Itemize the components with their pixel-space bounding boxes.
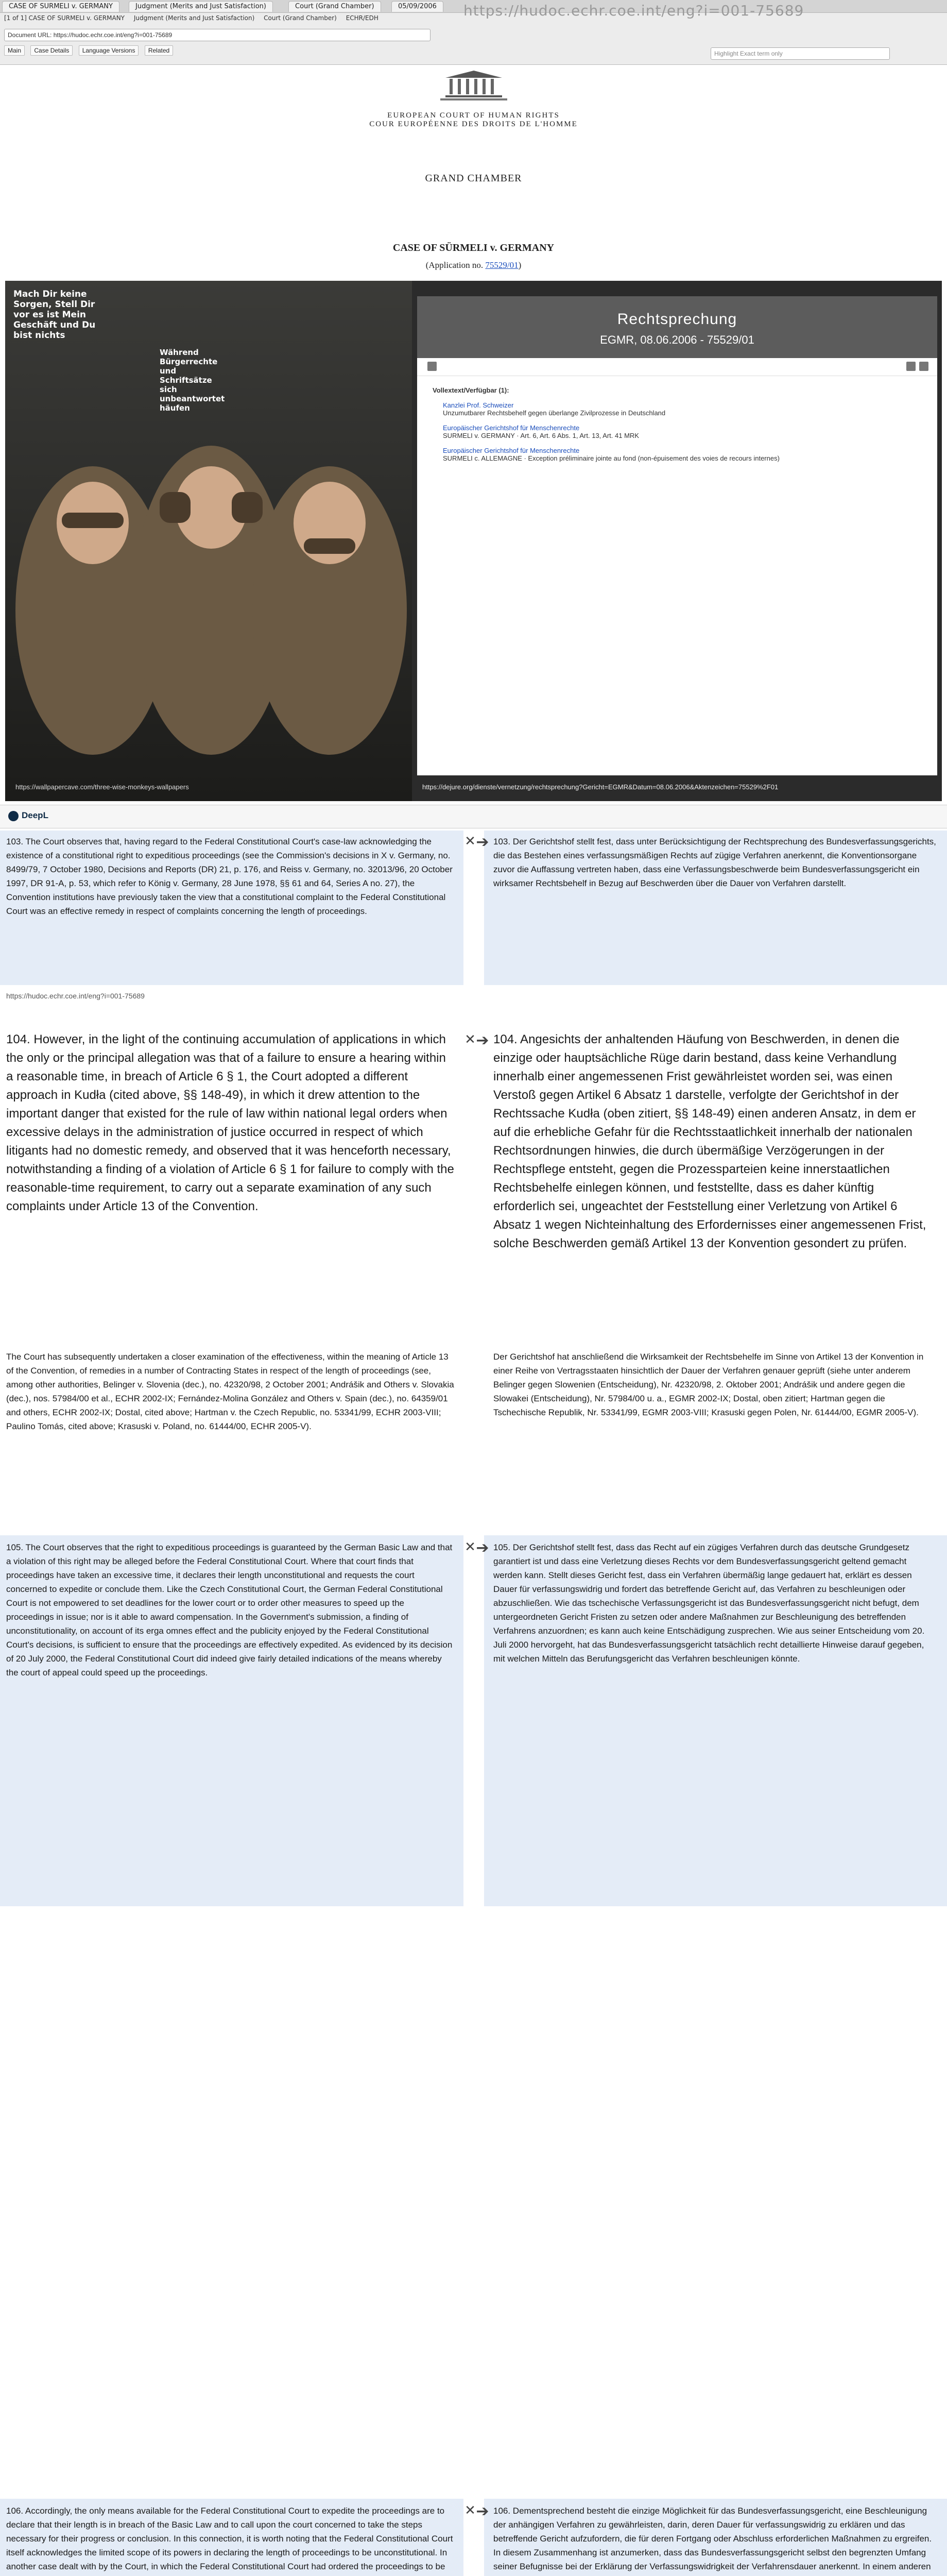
toolbar-language-button[interactable]: Language Versions: [79, 45, 139, 56]
browser-chrome: [0, 0, 947, 65]
image-caption-left: Mach Dir keine Sorgen, Stell Dir vor es ist Mein Geschäft und Du bist nichts: [13, 289, 96, 341]
court-header: [0, 70, 947, 129]
embedded-image-panel: [5, 281, 942, 801]
translate-arrow-icon[interactable]: ➔: [476, 1539, 489, 1557]
close-icon[interactable]: ✕: [464, 1539, 476, 1555]
translate-arrow-icon[interactable]: ➔: [476, 2502, 489, 2520]
fulltext-item-title[interactable]: Europäischer Gerichtshof für Menschenrechte: [443, 447, 580, 454]
source-paragraph-105: 105. The Court observes that the right to expeditious proceedings is guaranteed by the German Basic Law and that a violation of this right may be alleged before the Federal Constitutional Court. Where that court finds that proceedings have taken an excessive time, it declares their length unconstitutional and requests the court concerned to expedite or conclude them. Like the Czech Constitutional Court, the German Federal Constitutional Court is not empowered to set deadlines for the lower court or to order other measures to speed up the proceedings in issue; nor is it able to award compensation. In the Government's submission, a finding of unconstitutionality, on account of its erga omnes effect and the publicity enjoyed by the Federal Constitutional Court's decisions, is sufficient to ensure that the proceedings are effectively expedited. As evidenced by its decision of 20 July 2000, the Federal Constitutional Court did indeed give fairly detailed indications of the means whereby the court of appeal could speed up the proceedings.: [6, 1543, 453, 1677]
source-paragraph-104: 104. However, in the light of the continuing accumulation of applications in which the only or the principal allegation was that of a failure to ensure a hearing within a reasonable time, in breach of Article 6 § 1, the Court adopted a different approach in Kudła (cited above, §§ 148-49), in which it drew attention to the important danger that existed for the rule of law within national legal orders when excessive delays in the administration of justice occurred in respect of which litigants had no domestic remedy, and observed that it was henceforth necessary, notwithstanding a finding of a violation of Article 6 § 1 for failure to comply with the reasonable-time requirement, to carry out a separate examination of any such complaints under Article 13 of the Convention.: [6, 1032, 454, 1213]
target-paragraph-105: 105. Der Gerichtshof stellt fest, dass das Recht auf ein zügiges Verfahren durch das deutsche Grundgesetz garantiert ist und dass eine Verletzung dieses Rechts vor dem Bundesverfassungsgericht geltend gemacht werden kann. Stellt dieses Gericht fest, dass ein Verfahren übermäßig lange gedauert hat, erklärt es dessen Dauer für verfassungswidrig und fordert das betreffende Gericht auf, das Verfahren zu beschleunigen oder abzuschließen. Wie das tschechische Verfassungsgericht ist das Bundesverfassungsgericht nicht befugt, dem untergeordneten Gericht Fristen zu setzen oder andere Maßnahmen zur Beschleunigung des betreffenden Verfahrens anzuordnen; es kann auch keine Entschädigung zusprechen. Wie aus seiner Entscheidung vom 20. Juli 2000 hervorgeht, hat das Bundesverfassungsgericht tatsächlich recht detaillierte Hinweise darauf gegeben, mit welchen Mitteln das Berufungsgericht das Verfahren beschleunigen könnte.: [493, 1543, 925, 1664]
breadcrumb-item[interactable]: [1 of 1] CASE OF SURMELI v. GERMANY: [4, 14, 125, 22]
application-number: [0, 260, 947, 270]
application-suffix: ): [518, 260, 522, 270]
fulltext-item-title[interactable]: Kanzlei Prof. Schweizer: [443, 401, 514, 409]
bookmark-icon[interactable]: [919, 362, 928, 371]
target-paragraph-104: 104. Angesichts der anhaltenden Häufung von Beschwerden, in denen die einzige oder hauptsächliche Rüge darin bestand, dass keine Verhandlung innerhalb einer angemessenen Frist gewährleistet worden sei, was einen Verstoß gegen Artikel 6 Absatz 1 darstelle, verfolgte der Gerichtshof in der Rechtssache Kudła (oben zitiert, §§ 148-49) einen anderen Ansatz, in dem er auf die erhebliche Gefahr für die Rechtsstaatlichkeit innerhalb der nationalen Rechtsordnungen hinwies, die durch übermäßige Verzögerungen in der Rechtspflege entsteht, gegen die Prozessparteien keine innerstaatlichen Rechtsbehelfe einlegen können, und feststellte, dass es daher künftig erforderlich sei, ungeachtet der Feststellung einer Verletzung von Artikel 6 Absatz 1 wegen Nichteinhaltung des Erfordernisses einer angemessenen Frist, solche Beschwerden gemäß Artikel 13 der Konvention gesondert zu prüfen.: [493, 1032, 926, 1250]
breadcrumb-item[interactable]: ECHR/EDH: [346, 14, 378, 22]
source-paragraph-106: 106. Accordingly, the only means available for the Federal Constitutional Court to expedite the proceedings are to declare that their length is in breach of the Basic Law and to call upon the court concerned to take the steps necessary for their progress or conclusion. In this connection, it is worth noting that the Federal Constitutional Court itself acknowledges the limited scope of its powers in declaring the length of proceedings to be unconstitutional. In another case dealt with by the Court, in which the Federal Constitutional Court had ordered the proceedings to be: [6, 2506, 453, 2571]
court-name-en: EUROPEAN COURT OF HUMAN RIGHTS: [387, 111, 560, 120]
rechtsprechung-toolbar: [417, 358, 937, 376]
three-monkeys-image: [5, 281, 412, 801]
fulltext-item[interactable]: [443, 424, 922, 439]
share-icon[interactable]: [427, 362, 437, 371]
rechtsprechung-link[interactable]: https://dejure.org/dienste/vernetzung/rechtsprechung?Gericht=EGMR&Datum=08.06.2006&Aktenzeichen=75529%2F01: [422, 783, 779, 791]
hudoc-link[interactable]: https://hudoc.echr.coe.int/eng?i=001-75689: [6, 992, 145, 1000]
fulltext-label: Vollextext/Verfügbar (1):: [433, 386, 509, 394]
application-link[interactable]: 75529/01: [485, 260, 519, 270]
deepl-bar: [0, 805, 947, 828]
rechtsprechung-header: [417, 296, 937, 358]
rechtsprechung-ref: EGMR, 08.06.2006 - 75529/01: [600, 333, 754, 346]
tab-judgment[interactable]: Judgment (Merits and Just Satisfaction): [129, 1, 273, 12]
print-icon[interactable]: [906, 362, 916, 371]
deepl-icon: [8, 811, 19, 821]
tab-court[interactable]: Court (Grand Chamber): [288, 1, 381, 12]
toolbar-related-button[interactable]: Related: [145, 45, 173, 56]
target-paragraph-103: 103. Der Gerichtshof stellt fest, dass unter Berücksichtigung der Rechtsprechung des Bundesverfassungsgerichts, die das Bestehen eines verfassungsmäßigen Rechts auf zügige Verfahren anerkennt, die Konventionsorgane zuvor die Auffassung vertreten haben, dass eine Verfassungsbeschwerde beim Bundesverfassungsgericht ein wirksamer Rechtsbehelf in Bezug auf Beschwerden über die Dauer von Verfahren darstellt.: [493, 837, 936, 888]
court-logo-icon: [425, 70, 523, 106]
chamber-title: GRAND CHAMBER: [425, 173, 522, 184]
close-icon[interactable]: ✕: [464, 834, 476, 849]
rechtsprechung-title: Rechtsprechung: [617, 311, 737, 328]
toolbar-case-details-button[interactable]: Case Details: [30, 45, 73, 56]
image-caption-right: Während Bürgerrechte und Schriftsätze sich unbeantwortet häufen: [160, 348, 225, 413]
rechtsprechung-card: [417, 296, 937, 775]
fulltext-item[interactable]: [443, 447, 922, 462]
breadcrumb-item[interactable]: Court (Grand Chamber): [264, 14, 337, 22]
fulltext-item-text: SURMELI v. GERMANY · Art. 6, Art. 6 Abs. 1, Art. 13, Art. 41 MRK: [443, 432, 639, 439]
tab-case[interactable]: CASE OF SURMELI v. GERMANY: [2, 1, 119, 12]
close-icon[interactable]: ✕: [464, 1032, 476, 1047]
target-paragraph-106: 106. Dementsprechend besteht die einzige Möglichkeit für das Bundesverfassungsgericht, eine Beschleunigung der anhängigen Verfahren zu gewährleisten, darin, deren Dauer für verfassungswidrig zu erklären und das betreffende Gericht aufzufordern, die für deren Fortgang oder Abschluss erforderlichen Maßnahmen zu ergreifen. In diesem Zusammenhang ist anzumerken, dass das Bundesverfassungsgericht selbst den begrenzten Umfang seiner Befugnisse bei der Erklärung der Verfassungswidrigkeit der Verfahrensdauer anerkennt. In einem anderen: [493, 2506, 932, 2571]
document-url-field[interactable]: Document URL: https://hudoc.echr.coe.int/eng?i=001-75689: [4, 29, 431, 41]
url-ghost-text: https://hudoc.echr.coe.int/eng?i=001-75689: [463, 2, 804, 19]
target-paragraph-authorities: Der Gerichtshof hat anschließend die Wirksamkeit der Rechtsbehelfe im Sinne von Artikel 13 der Konvention in einer Reihe von Vertragsstaaten hinsichtlich der Dauer der Verfahren genauer geprüft (siehe unter anderem Belinger gegen Slowenien (Entscheidung), Nr. 42320/98, 2. Oktober 2001; Andrášik und andere gegen die Slowakei (Entscheidung), Nr. 57984/00 u. a., EGMR 2002-IX; Dostal, oben zitiert; Hartman gegen die Tschechische Republik, Nr. 53341/99, EGMR 2003-VIII; Krasuski gegen Polen, Nr. 61444/00, EGMR 2005-V).: [493, 1352, 924, 1417]
translate-arrow-icon[interactable]: ➔: [476, 833, 489, 851]
highlight-search-input[interactable]: Highlight Exact term only: [711, 47, 890, 60]
source-paragraph-103: 103. The Court observes that, having regard to the Federal Constitutional Court's case-law acknowledging the existence of a constitutional right to expeditious proceedings (see the Commission's decisions in X v. Germany, no. 8499/79, 7 October 1980, Decisions and Reports (DR) 21, p. 176, and Reiss v. Germany, no. 32013/96, 20 October 1997, DR 91-A, p. 53, which refer to König v. Germany, 28 June 1978, §§ 61 and 64, Series A no. 27), the Convention institutions have previously taken the view that a constitutional complaint to the Federal Constitutional Court was an effective remedy in respect of complaints concerning the length of proceedings.: [6, 837, 453, 916]
application-prefix: (Application no.: [425, 260, 486, 270]
court-name-fr: COUR EUROPÉENNE DES DROITS DE L'HOMME: [369, 120, 578, 128]
close-icon[interactable]: ✕: [464, 2503, 476, 2518]
deepl-logo[interactable]: [8, 810, 48, 821]
source-paragraph-authorities: The Court has subsequently undertaken a closer examination of the effectiveness, within the meaning of Article 13 of the Convention, of remedies in a number of Contracting States in respect of the length of proceedings (see, among other authorities, Belinger v. Slovenia (dec.), no. 42320/98, 2 October 2001; Andrášik and Others v. Slovakia (dec.), nos. 57984/00 et al., ECHR 2002-IX; Fernández-Molina González and Others v. Spain (dec.), no. 64359/01 and others, ECHR 2002-IX; Dostal, cited above; Hartman v. the Czech Republic, no. 53341/99, ECHR 2003-VIII; Paulino Tomás, cited above; Krasuski v. Poland, no. 61444/00, ECHR 2005-V).: [6, 1352, 454, 1431]
document-toolbar: [4, 45, 177, 56]
fulltext-item[interactable]: [443, 401, 922, 417]
translate-arrow-icon[interactable]: ➔: [476, 1031, 489, 1049]
rechtsprechung-body: [417, 376, 937, 480]
tab-date[interactable]: 05/09/2006: [391, 1, 443, 12]
breadcrumb: [4, 14, 386, 22]
case-title: CASE OF SÜRMELI v. GERMANY: [392, 242, 555, 253]
toolbar-main-button[interactable]: Main: [4, 45, 25, 56]
image-source-url: https://wallpapercave.com/three-wise-monkeys-wallpapers: [15, 783, 189, 791]
fulltext-item-text: Unzumutbarer Rechtsbehelf gegen überlange Zivilprozesse in Deutschland: [443, 409, 666, 417]
fulltext-item-text: SURMELI c. ALLEMAGNE · Exception préliminaire jointe au fond (non-épuisement des voies de recours internes): [443, 454, 780, 462]
breadcrumb-item[interactable]: Judgment (Merits and Just Satisfaction): [133, 14, 255, 22]
deepl-label: DeepL: [22, 810, 48, 820]
fulltext-item-title[interactable]: Europäischer Gerichtshof für Menschenrechte: [443, 424, 580, 432]
